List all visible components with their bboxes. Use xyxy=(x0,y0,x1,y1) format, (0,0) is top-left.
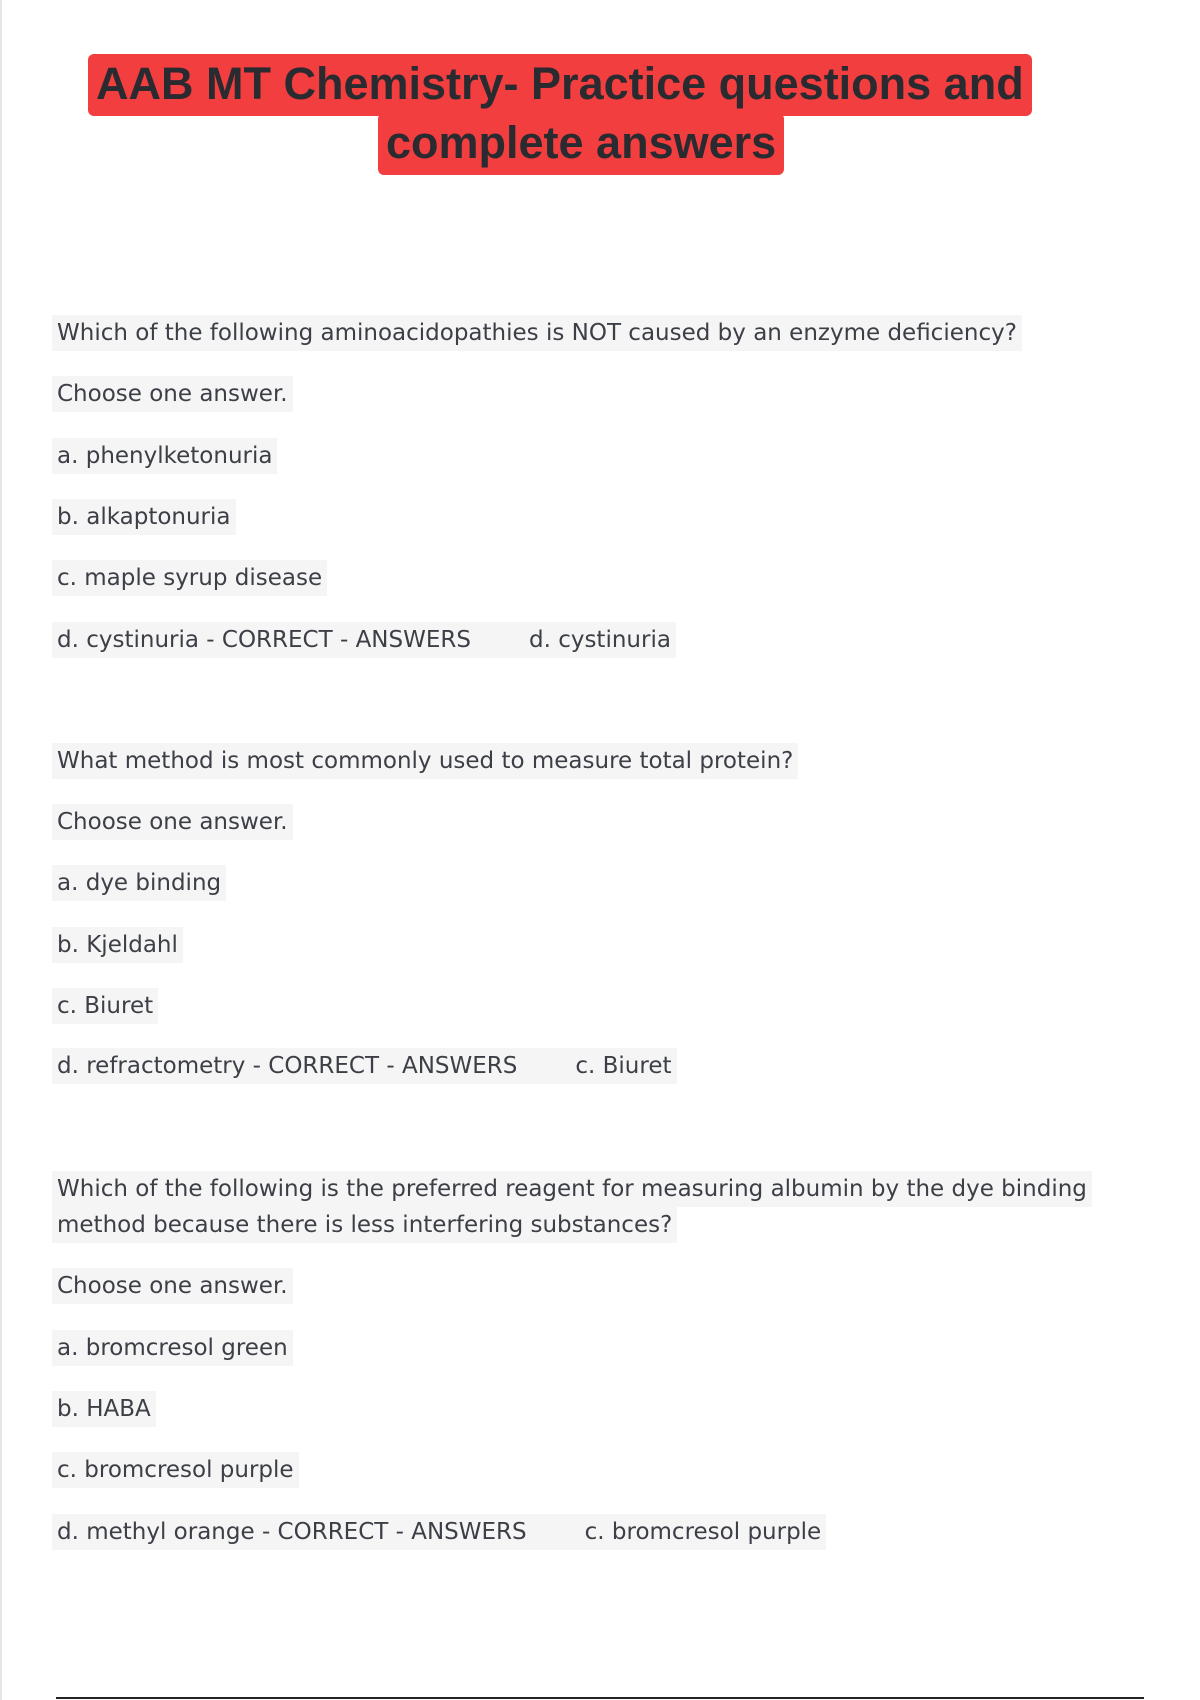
question-2 xyxy=(52,743,798,779)
choose-prompt: Choose one answer. xyxy=(52,804,293,840)
option-a: a. phenylketonuria xyxy=(52,438,277,474)
correct-answer: c. Biuret xyxy=(570,1048,676,1084)
question-1 xyxy=(52,315,1022,351)
correct-answer: c. bromcresol purple xyxy=(580,1514,827,1550)
option-d: d. refractometry - CORRECT - ANSWERS xyxy=(52,1048,570,1084)
choose-prompt: Choose one answer. xyxy=(52,1268,293,1304)
choose-prompt: Choose one answer. xyxy=(52,376,293,412)
question-stem: What method is most commonly used to measure total protein? xyxy=(52,743,798,779)
option-b: b. HABA xyxy=(52,1391,156,1427)
option-c: c. bromcresol purple xyxy=(52,1452,299,1488)
option-a: a. dye binding xyxy=(52,865,226,901)
question-stem: Which of the following aminoacidopathies is NOT caused by an enzyme deficiency? xyxy=(52,315,1022,351)
option-d-with-answer xyxy=(52,1514,826,1550)
option-c: c. Biuret xyxy=(52,988,158,1024)
page-edge xyxy=(0,0,2,1700)
title-line-2: complete answers xyxy=(378,113,784,175)
option-b: b. Kjeldahl xyxy=(52,927,183,963)
question-stem-line-1: Which of the following is the preferred reagent for measuring albumin by the dye binding xyxy=(52,1171,1092,1207)
option-c: c. maple syrup disease xyxy=(52,560,327,596)
option-a: a. bromcresol green xyxy=(52,1330,293,1366)
option-d-with-answer xyxy=(52,1048,677,1084)
option-b: b. alkaptonuria xyxy=(52,499,236,535)
question-3 xyxy=(52,1171,1092,1243)
title-line-1: AAB MT Chemistry- Practice questions and xyxy=(88,54,1032,116)
bottom-rule xyxy=(56,1697,1144,1699)
option-d-with-answer xyxy=(52,622,676,658)
question-stem-line-2: method because there is less interfering substances? xyxy=(52,1207,677,1243)
option-d: d. methyl orange - CORRECT - ANSWERS xyxy=(52,1514,580,1550)
correct-answer: d. cystinuria xyxy=(524,622,676,658)
option-d: d. cystinuria - CORRECT - ANSWERS xyxy=(52,622,524,658)
